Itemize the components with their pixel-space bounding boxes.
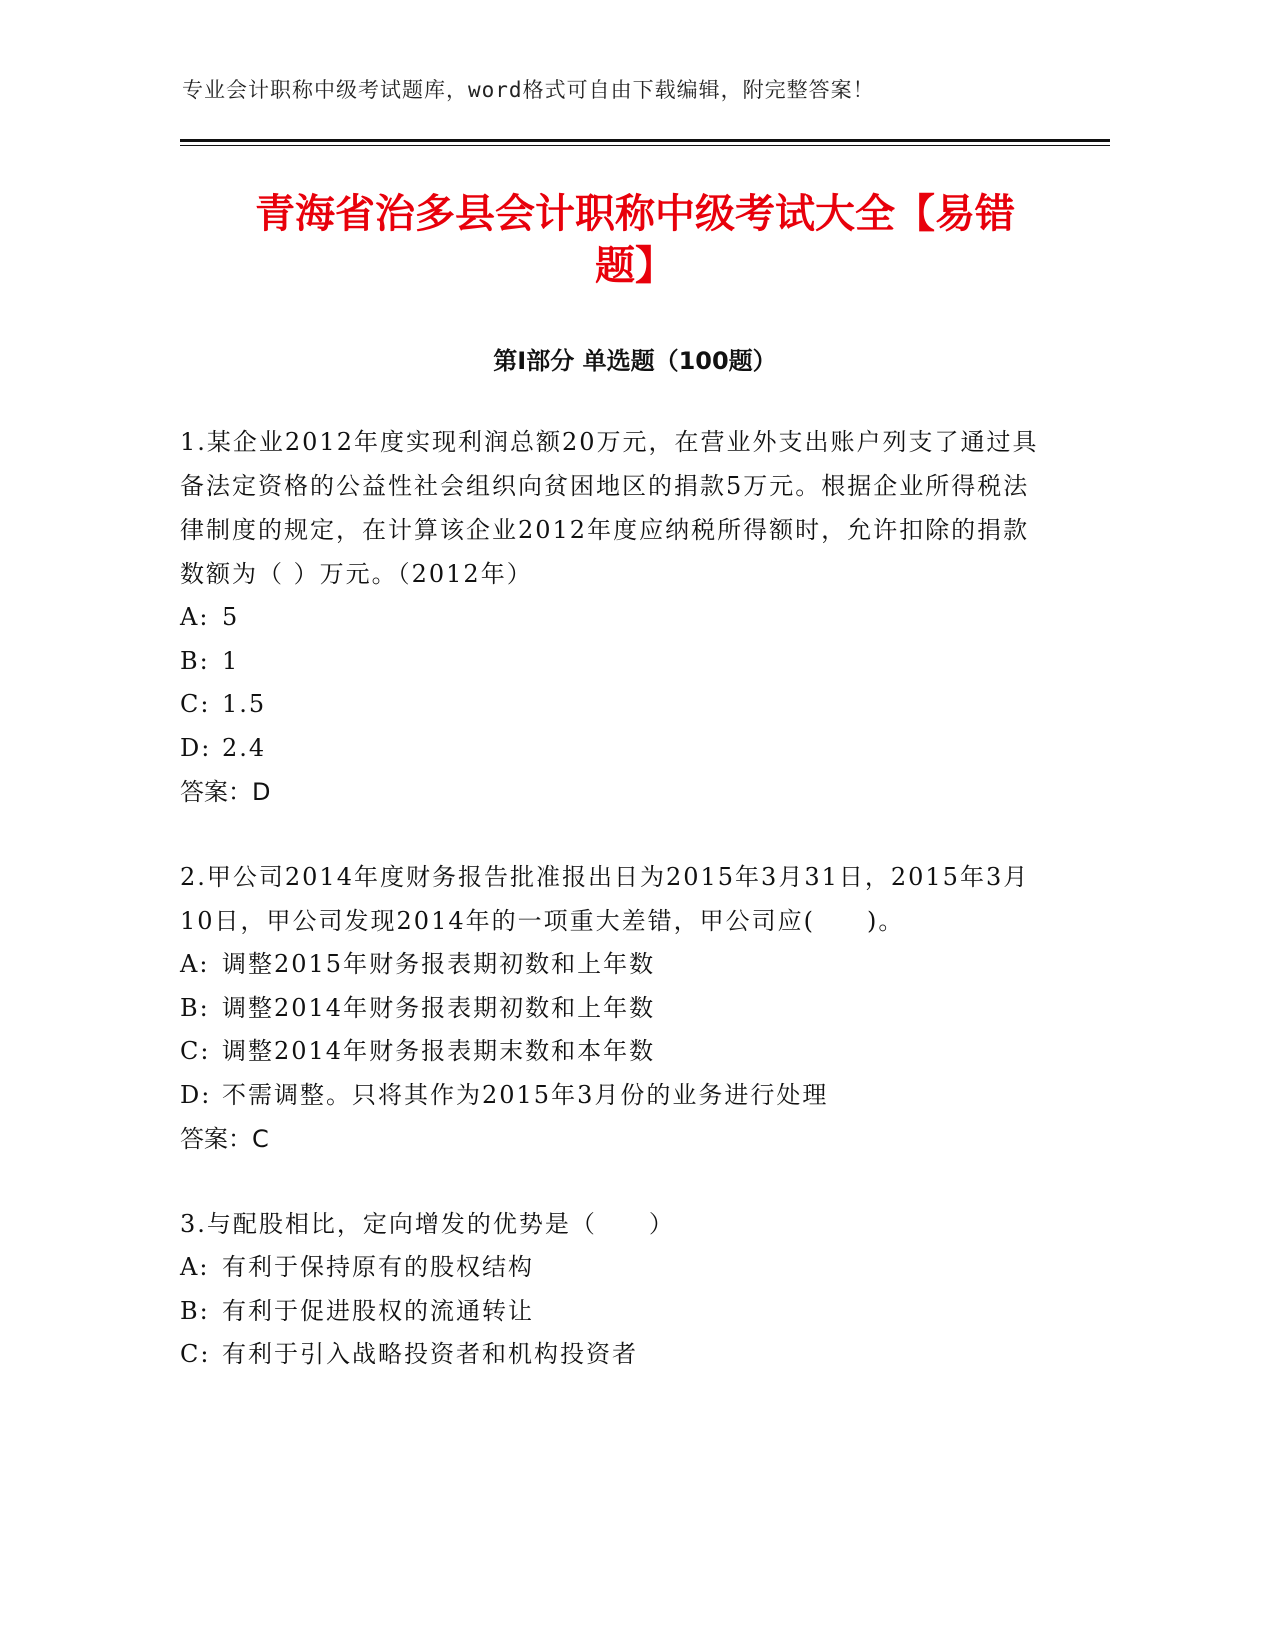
question-1-option-d bbox=[180, 727, 1040, 771]
question-1-option-c bbox=[180, 683, 1040, 727]
option-letter: A: bbox=[180, 950, 210, 978]
option-letter: B: bbox=[180, 646, 210, 675]
document-title-line-2: 题】 bbox=[595, 243, 675, 289]
option-letter: B: bbox=[180, 1296, 210, 1325]
option-text: 调整2015年财务报表期初数和上年数 bbox=[222, 950, 656, 978]
option-letter: B: bbox=[180, 993, 210, 1022]
header-rule-thick bbox=[180, 139, 1110, 142]
option-text: 调整2014年财务报表期末数和本年数 bbox=[222, 1037, 656, 1065]
section-title: 第Ⅰ部分 单选题（100题） bbox=[493, 347, 777, 375]
option-text: 2.4 bbox=[222, 733, 267, 762]
option-letter: C: bbox=[180, 1037, 211, 1065]
question-2-stem: 2.甲公司2014年度财务报告批准报出日为2015年3月31日，2015年3月10日，甲公司发现2014年的一项重大差错，甲公司应( )。 bbox=[180, 863, 1030, 935]
question-3-option-a bbox=[180, 1246, 1040, 1290]
document-title bbox=[180, 188, 1090, 292]
question-2 bbox=[180, 855, 1040, 1161]
question-2-option-a bbox=[180, 943, 1040, 987]
option-letter: D: bbox=[180, 733, 212, 762]
question-2-option-d bbox=[180, 1074, 1040, 1118]
question-1-stem: 1.某企业2012年度实现利润总额20万元，在营业外支出账户列支了通过具备法定资格的公益性社会组织向贫困地区的捐款5万元。根据企业所得税法律制度的规定，在计算该企业2012年度应纳税所得额时，允许扣除的捐款数额为（ ）万元。（2012年） bbox=[180, 428, 1039, 588]
question-3 bbox=[180, 1202, 1040, 1377]
question-2-answer: 答案：C bbox=[180, 1125, 269, 1153]
option-text: 5 bbox=[222, 603, 240, 631]
option-text: 不需调整。只将其作为2015年3月份的业务进行处理 bbox=[222, 1080, 829, 1109]
option-text: 调整2014年财务报表期初数和上年数 bbox=[222, 993, 656, 1022]
header-note: 专业会计职称中级考试题库，word格式可自由下载编辑，附完整答案！ bbox=[182, 78, 875, 102]
option-text: 1 bbox=[222, 646, 240, 675]
option-letter: A: bbox=[180, 603, 210, 631]
option-text: 1.5 bbox=[222, 690, 267, 718]
question-1-option-b bbox=[180, 640, 1040, 684]
question-list bbox=[180, 420, 1040, 1418]
option-letter: C: bbox=[180, 1340, 211, 1368]
question-1 bbox=[180, 420, 1040, 814]
question-2-option-c bbox=[180, 1030, 1040, 1074]
option-text: 有利于保持原有的股权结构 bbox=[222, 1253, 534, 1281]
question-1-answer: 答案：D bbox=[180, 778, 271, 806]
option-letter: C: bbox=[180, 690, 211, 718]
question-2-option-b bbox=[180, 987, 1040, 1031]
option-text: 有利于促进股权的流通转让 bbox=[222, 1296, 534, 1325]
question-1-option-a bbox=[180, 596, 1040, 640]
question-3-stem: 3.与配股相比，定向增发的优势是（ ） bbox=[180, 1210, 675, 1238]
option-letter: A: bbox=[180, 1253, 210, 1281]
question-3-option-b bbox=[180, 1290, 1040, 1334]
option-text: 有利于引入战略投资者和机构投资者 bbox=[222, 1340, 638, 1368]
header-rule-thin bbox=[180, 145, 1110, 146]
option-letter: D: bbox=[180, 1080, 212, 1109]
question-3-option-c bbox=[180, 1333, 1040, 1377]
document-title-line-1: 青海省治多县会计职称中级考试大全【易错 bbox=[255, 191, 1015, 237]
